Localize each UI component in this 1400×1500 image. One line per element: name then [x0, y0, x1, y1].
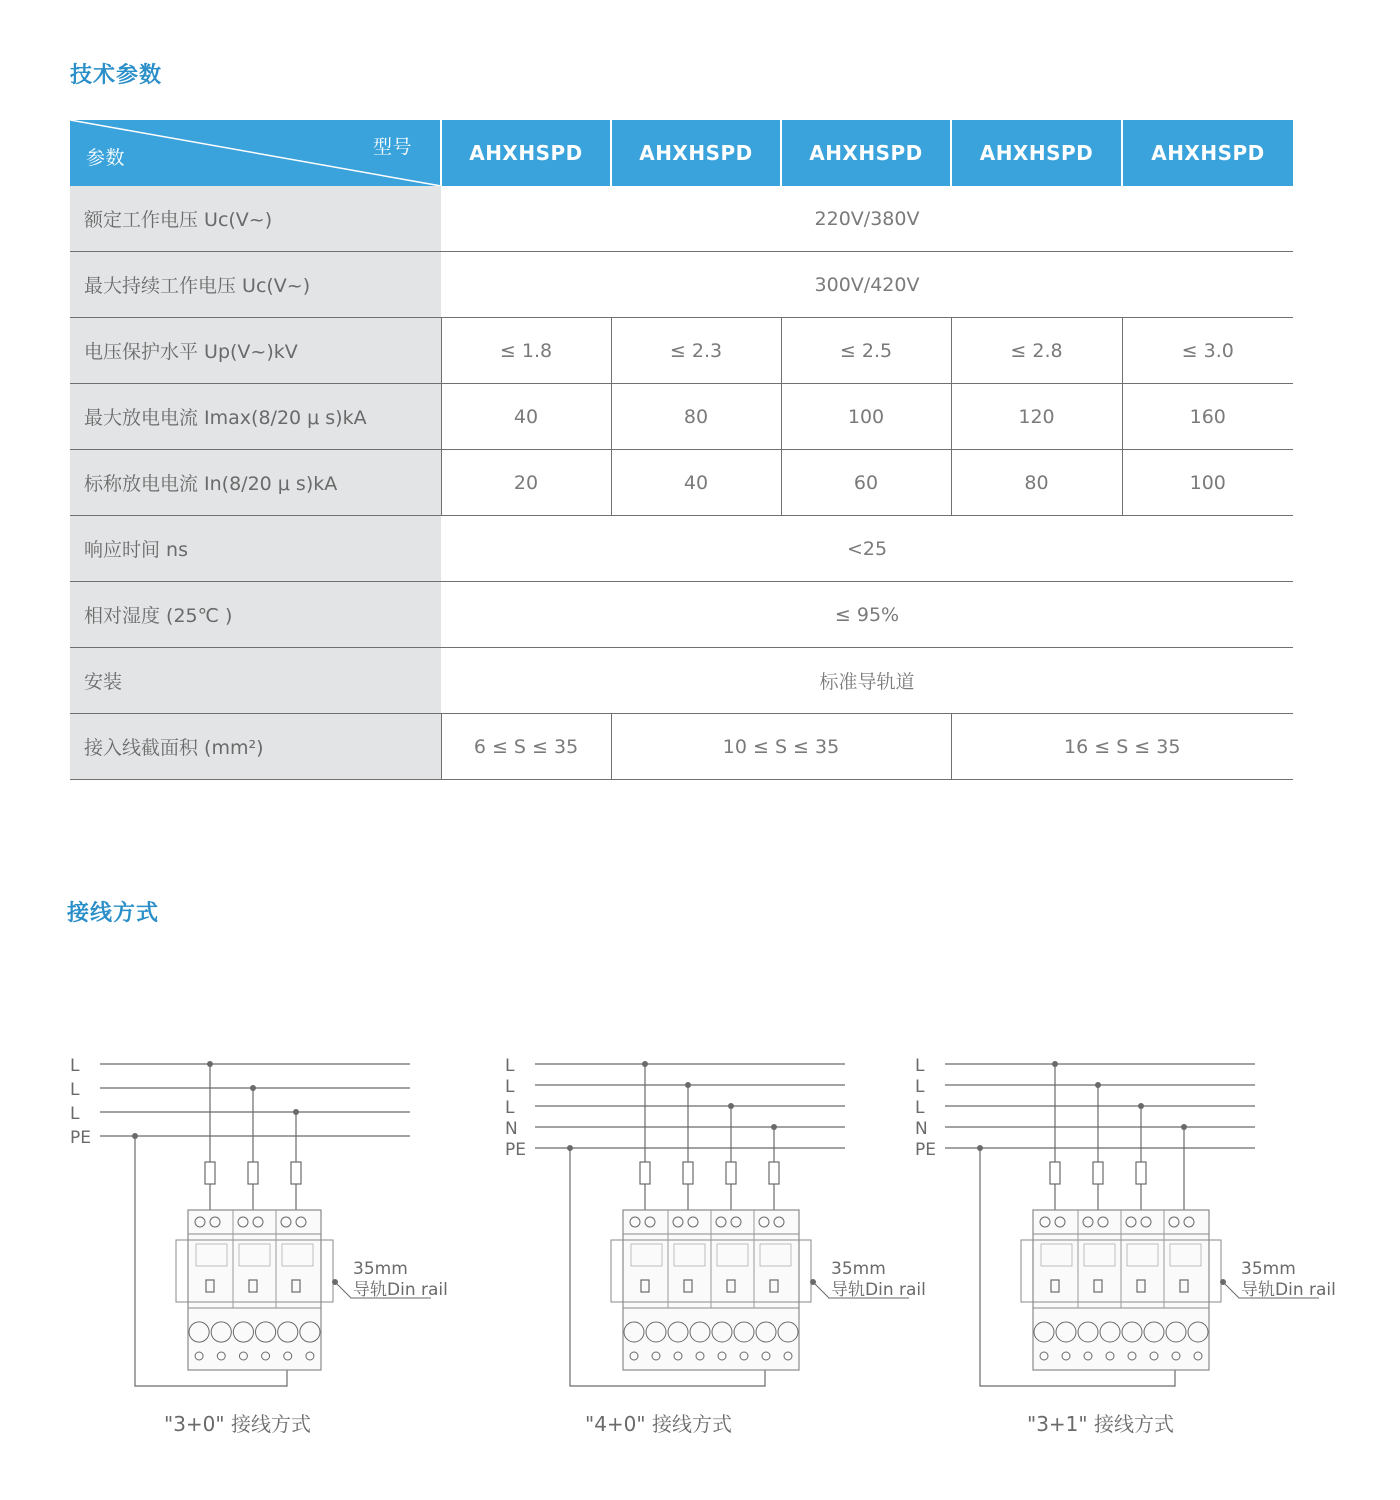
- table-row: [70, 582, 1293, 648]
- fuse-icon: [205, 1162, 215, 1184]
- table-cell: 160: [1122, 384, 1293, 450]
- rail-name-label: 导轨Din rail: [1241, 1280, 1336, 1300]
- row-label: 标称放电电流 In(8/20 μ s)kA: [70, 450, 441, 516]
- fuse-icon: [726, 1162, 736, 1184]
- row-label: 电压保护水平 Up(V~)kV: [70, 318, 441, 384]
- table-row: [70, 318, 1293, 384]
- table-cell: ≤ 1.8: [441, 318, 611, 384]
- model-header: AHXHSPD: [781, 120, 951, 186]
- rail-name-label: 导轨Din rail: [831, 1280, 926, 1300]
- table-cell: 80: [951, 450, 1122, 516]
- corner-model-label: 型号: [372, 136, 412, 158]
- table-body: [70, 186, 1293, 780]
- model-header: AHXHSPD: [441, 120, 611, 186]
- line-label: L: [70, 1056, 80, 1076]
- fuse-icon: [248, 1162, 258, 1184]
- table-row: [70, 450, 1293, 516]
- row-label: 相对湿度 (25℃ ): [70, 582, 441, 648]
- fuse-icon: [1093, 1162, 1103, 1184]
- fuse-icon: [683, 1162, 693, 1184]
- table-header-row: [70, 120, 1293, 186]
- table-cell: 80: [611, 384, 781, 450]
- line-label: L: [505, 1098, 515, 1118]
- line-label: L: [915, 1056, 925, 1076]
- table-cell: 220V/380V: [441, 186, 1293, 252]
- model-header: AHXHSPD: [951, 120, 1122, 186]
- section-title-wiring: 接线方式: [67, 901, 160, 926]
- line-label: L: [505, 1077, 515, 1097]
- table-cell: 10 ≤ S ≤ 35: [611, 714, 951, 780]
- fuse-icon: [1136, 1162, 1146, 1184]
- table-cell: 标准导轨道: [441, 648, 1293, 714]
- parameter-table: [70, 120, 1293, 780]
- model-header: AHXHSPD: [1122, 120, 1293, 186]
- line-label: N: [505, 1119, 518, 1139]
- rail-name-label: 导轨Din rail: [353, 1280, 448, 1300]
- table-cell: ≤ 3.0: [1122, 318, 1293, 384]
- line-label: PE: [915, 1140, 936, 1160]
- line-label: L: [915, 1077, 925, 1097]
- rail-size-label: 35mm: [353, 1259, 408, 1279]
- table-cell: <25: [441, 516, 1293, 582]
- corner-param-label: 参数: [86, 147, 126, 169]
- rail-size-label: 35mm: [831, 1259, 886, 1279]
- table-cell: 16 ≤ S ≤ 35: [951, 714, 1293, 780]
- line-label: PE: [70, 1128, 91, 1148]
- diagram-caption: "3+1" 接线方式: [1027, 1412, 1174, 1436]
- line-label: N: [915, 1119, 928, 1139]
- wiring-diagram-3plus1: [905, 1040, 1336, 1440]
- row-label: 额定工作电压 Uc(V~): [70, 186, 441, 252]
- table-row: [70, 516, 1293, 582]
- table-cell: 20: [441, 450, 611, 516]
- fuse-icon: [640, 1162, 650, 1184]
- table-cell: ≤ 2.5: [781, 318, 951, 384]
- line-label: L: [505, 1056, 515, 1076]
- table-cell: 6 ≤ S ≤ 35: [441, 714, 611, 780]
- row-label: 最大持续工作电压 Uc(V~): [70, 252, 441, 318]
- table-cell: 100: [781, 384, 951, 450]
- table-cell: ≤ 2.3: [611, 318, 781, 384]
- wiring-diagram-3plus0: [60, 1040, 480, 1440]
- line-label: L: [70, 1080, 80, 1100]
- table-row: [70, 384, 1293, 450]
- table-cell: 40: [441, 384, 611, 450]
- model-header: AHXHSPD: [611, 120, 781, 186]
- table-row: [70, 252, 1293, 318]
- rail-size-label: 35mm: [1241, 1259, 1296, 1279]
- table-row: [70, 648, 1293, 714]
- wiring-diagram-4plus0: [495, 1040, 926, 1440]
- section-title-parameters: 技术参数: [70, 63, 163, 88]
- table-cell: 40: [611, 450, 781, 516]
- table-cell: 100: [1122, 450, 1293, 516]
- fuse-icon: [769, 1162, 779, 1184]
- row-label: 接入线截面积 (mm²): [70, 714, 441, 780]
- wiring-schematic: [905, 1040, 1336, 1400]
- row-label: 安装: [70, 648, 441, 714]
- line-label: PE: [505, 1140, 526, 1160]
- table-cell: 120: [951, 384, 1122, 450]
- table-corner-header: [70, 120, 441, 186]
- diagram-caption: "3+0" 接线方式: [164, 1412, 311, 1436]
- wiring-schematic: [495, 1040, 926, 1400]
- row-label: 最大放电电流 Imax(8/20 μ s)kA: [70, 384, 441, 450]
- table-row: [70, 714, 1293, 780]
- table-cell: 60: [781, 450, 951, 516]
- table-cell: ≤ 2.8: [951, 318, 1122, 384]
- table-row: [70, 186, 1293, 252]
- wiring-schematic: [60, 1040, 480, 1400]
- line-label: L: [915, 1098, 925, 1118]
- diagram-caption: "4+0" 接线方式: [585, 1412, 732, 1436]
- table-cell: 300V/420V: [441, 252, 1293, 318]
- line-label: L: [70, 1104, 80, 1124]
- fuse-icon: [1050, 1162, 1060, 1184]
- table-cell: ≤ 95%: [441, 582, 1293, 648]
- fuse-icon: [291, 1162, 301, 1184]
- row-label: 响应时间 ns: [70, 516, 441, 582]
